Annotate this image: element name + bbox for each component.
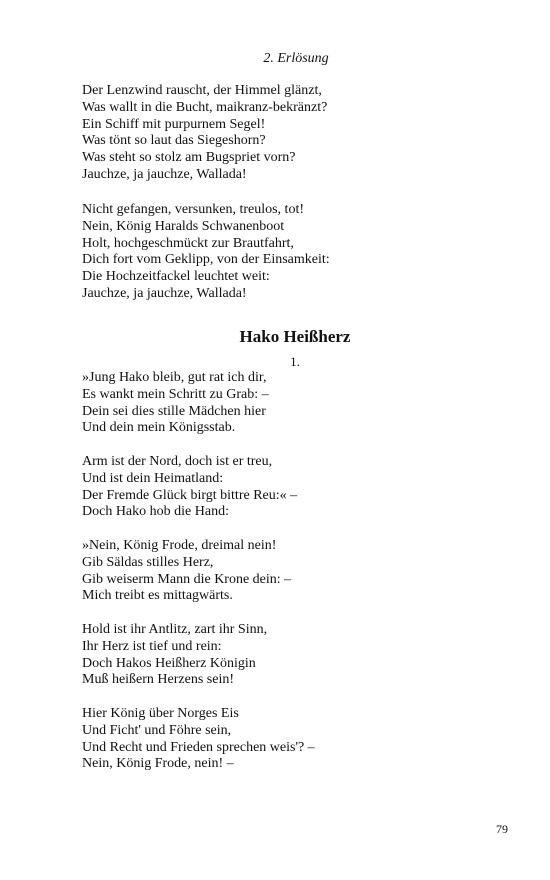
- verse-line: Und Recht und Frieden sprechen weis'? –: [82, 739, 315, 755]
- stanza: [82, 538, 482, 605]
- verse-line: Holt, hochgeschmückt zur Brautfahrt,: [82, 235, 294, 251]
- verse-line: Und Ficht' und Föhre sein,: [82, 722, 232, 738]
- verse-line: Was steht so stolz am Bugspriet vorn?: [82, 150, 296, 166]
- verse-line: Gib weiserm Mann die Krone dein: –: [82, 571, 292, 587]
- verse-line: Jauchze, ja jauchze, Wallada!: [82, 166, 247, 182]
- verse-line: Ihr Herz ist tief und rein:: [82, 638, 222, 654]
- section-heading-erloesung: 2. Erlösung: [263, 51, 329, 66]
- verse-line: Jauchze, ja jauchze, Wallada!: [82, 285, 247, 301]
- verse-line: Und dein mein Königsstab.: [82, 420, 236, 436]
- stanza: [82, 202, 482, 303]
- verse-line: Arm ist der Nord, doch ist er treu,: [82, 454, 273, 469]
- verse-line: »Nein, König Frode, dreimal nein!: [82, 538, 277, 553]
- verse-line: Mich treibt es mittagwärts.: [82, 588, 233, 604]
- verse-line: Hold ist ihr Antlitz, zart ihr Sinn,: [82, 622, 268, 637]
- verse-line: Nein, König Frode, nein! –: [82, 756, 234, 772]
- verse-line: Was tönt so laut das Siegeshorn?: [82, 133, 266, 149]
- verse-line: Doch Hakos Heißherz Königin: [82, 655, 256, 671]
- verse-line: »Jung Hako bleib, gut rat ich dir,: [82, 370, 267, 385]
- section-number: 1.: [290, 354, 300, 369]
- stanza: [82, 706, 482, 773]
- verse-line: Dein sei dies stille Mädchen hier: [82, 403, 266, 419]
- stanza: [82, 370, 482, 437]
- verse-line: Was wallt in die Bucht, maikranz-bekränzt?: [82, 99, 328, 115]
- verse-line: Und ist dein Heimatland:: [82, 470, 224, 486]
- verse-line: Ein Schiff mit purpurnem Segel!: [82, 116, 266, 132]
- verse-line: Nein, König Haralds Schwanenboot: [82, 218, 285, 234]
- verse-line: Muß heißern Herzens sein!: [82, 672, 235, 688]
- verse-line: Gib Säldas stilles Herz,: [82, 554, 214, 570]
- verse-line: Hier König über Norges Eis: [82, 706, 239, 721]
- verse-line: Es wankt mein Schritt zu Grab: –: [82, 386, 269, 402]
- poem-title: Hako Heißherz: [239, 327, 351, 346]
- stanza: [82, 622, 482, 689]
- verse-line: Doch Hako hob die Hand:: [82, 504, 229, 520]
- verse-line: Der Lenzwind rauscht, der Himmel glänzt,: [82, 83, 322, 98]
- stanza: [82, 454, 482, 521]
- verse-line: Der Fremde Glück birgt bittre Reu:« –: [82, 487, 298, 503]
- stanza: [82, 83, 482, 184]
- verse-line: Dich fort vom Geklipp, von der Einsamkeit:: [82, 252, 330, 268]
- verse-line: Nicht gefangen, versunken, treulos, tot!: [82, 202, 304, 217]
- page-number: 79: [496, 822, 508, 836]
- verse-line: Die Hochzeitfackel leuchtet weit:: [82, 269, 270, 285]
